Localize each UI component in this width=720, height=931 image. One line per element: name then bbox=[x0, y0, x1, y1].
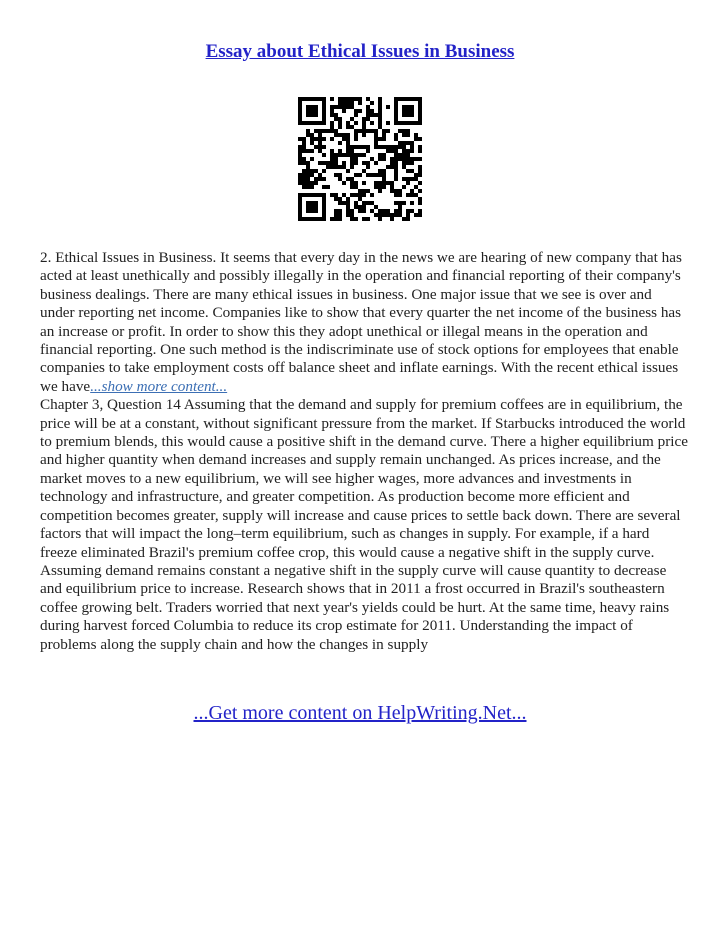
footer bbox=[0, 700, 720, 726]
title-link[interactable]: Essay about Ethical Issues in Business bbox=[205, 41, 515, 62]
essay-body bbox=[40, 249, 688, 654]
paragraph-1 bbox=[40, 249, 688, 396]
show-more-link[interactable]: ...show more content... bbox=[90, 377, 228, 395]
get-more-content-link[interactable]: ...Get more content on HelpWriting.Net... bbox=[193, 702, 527, 724]
paragraph-2: Chapter 3, Question 14 Assuming that the demand and supply for premium coffees are in equilibrium, the price will be at a constant, without significant pressure from the market. If Starbucks introduced the world to premium blends, this would cause a positive shift in the demand curve. There a higher equilibrium price and higher quantity when demand increases and supply remain unchanged. As prices increase, and the market moves to a new equilibrium, we will see higher wages, more advances and investments in technology and infrastructure, and greater competition. As production become more efficient and competition becomes greater, supply will increase and cause prices to settle back down. There are several factors that will impact the long–term equilibrium, such as changes in supply. For example, if a hard freeze eliminated Brazil's premium coffee crop, this would cause a negative shift in the supply curve. Assuming demand remains constant a negative shift in the supply curve will cause quantity to decrease and equilibrium price to increase. Research shows that in 2011 a frost occurred in Brazil's southeastern coffee growing belt. Traders worried that next year's yields could be hurt. At the same time, heavy rains during harvest forced Columbia to reduce its crop estimate for 2011. Understanding the impact of problems along the supply chain and how the changes in supply bbox=[40, 396, 688, 653]
paragraph-1-text: 2. Ethical Issues in Business. It seems that every day in the news we are hearing of new company that has acted at least unethically and possibly illegally in the operation and financial reporting of their company's business dealings. There are many ethical issues in business. One major issue that we see is over and under reporting net income. Companies like to show that every quarter the net income of the business has an increase or profit. In order to show this they adopt unethical or illegal means in the operation and financial reporting. One such method is the indiscriminate use of stock options for employees that enable companies to take employment costs off balance sheet and inflate earnings. With the recent ethical issues we have bbox=[40, 249, 682, 395]
qr-code-icon bbox=[298, 97, 422, 221]
document-title bbox=[0, 40, 720, 64]
